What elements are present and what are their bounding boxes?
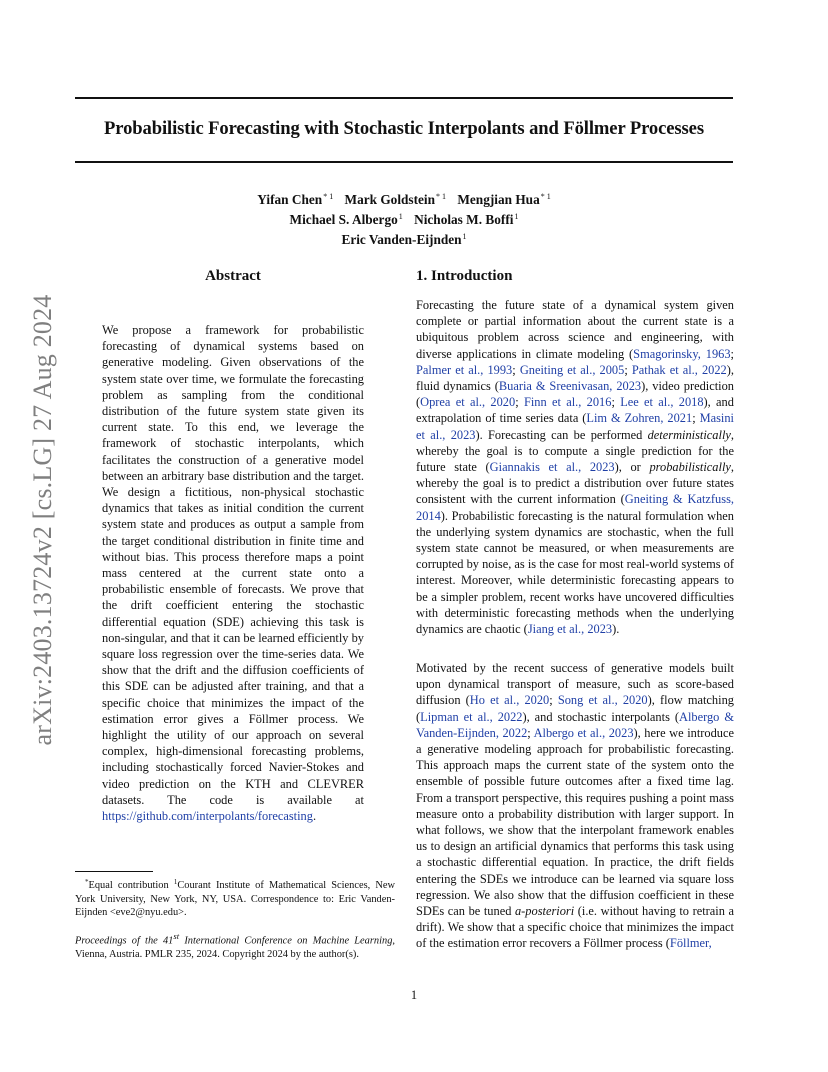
body-text: ), and extrapolation of time series data (: [416, 395, 734, 426]
author: Mark Goldstein$^{* 1}$: [344, 192, 447, 207]
body-text: ;: [549, 693, 558, 708]
intro-paragraph-2: [416, 660, 734, 952]
title-bottom-rule: [75, 161, 733, 163]
body-text: ), here we introduce a generative modeling approach for probabilistic forecasting. This approach maps the current state of the system onto the ensemble of possible future outcomes after a fixed time lag. From a transport perspective, this requires pushing a point mass measure onto a probability distribution with larger support. In what follows, we show that the interpolant framework enables us to design an artificial dynamics that performs this task using a stochastic differential equation. In practice, the drift fields entering the SDEs we introduce can be learned via square loss regression. We also show that the diffusion coefficient in these SDEs can be tuned: [416, 725, 734, 919]
body-text: (i.e. without having to retrain a drift). We show that a specific choice that minimizes the impact of the estimation error recovers a Föllmer process (: [416, 904, 734, 951]
author-row-1: [75, 188, 733, 208]
body-text: ).: [612, 622, 620, 637]
abstract-text: We propose a framework for probabilistic forecasting of dynamical systems based on generative modeling. Given observations of the system state over time, we formulate the forecasting problem as sampling from the conditional distribution of the future system state given its current state. To this end, we leverage the framework of stochastic interpolants, which facilitates the construction of a generative model between an arbitrary base distribution and the target. We design a fictitious, non-physical stochastic dynamics that takes as initial condition the current system state and produces as output a sample from the target conditional distribution in finite time and without bias. This process therefore maps a point mass centered at the current state onto a probabilistic ensemble of forecasts. We prove that the drift coefficient entering the stochastic differential equation (SDE) achieving this task is non-singular, and that it can be learned efficiently by square loss regression over the time-series data. We show that the drift and the diffusion coefficients of this SDE can be adjusted after training, and that a specific choice that minimizes the impact of the estimation error gives a Föllmer process. We highlight the utility of our approach on several complex, high-dimensional forecasting problems, including stochastically forced Navier-Stokes and video prediction on the KTH and CLEVRER datasets. The code is available at: [102, 323, 364, 807]
body-text: ;: [611, 395, 621, 410]
citation-link[interactable]: Ho et al., 2020: [469, 693, 550, 708]
body-text: ;: [515, 395, 524, 410]
paper-title: Probabilistic Forecasting with Stochastic Interpolants and Föllmer Processes: [104, 118, 704, 139]
citation-link[interactable]: Gneiting et al., 2005: [519, 362, 625, 377]
footnote-rule: [75, 871, 153, 872]
intro-heading: 1. Introduction: [416, 268, 513, 284]
intro-paragraph-1: [416, 297, 734, 637]
body-text: ), flow matching (: [416, 693, 734, 724]
body-text: Forecasting the future state of a dynamical system given complete or partial information about the current state is a ubiquitous problem across science and engineering, with diverse applications in climate modeling (: [416, 298, 734, 361]
page-number: 1: [410, 988, 418, 1002]
citation-link[interactable]: Albergo & Vanden-Eijnden, 2022: [416, 709, 734, 740]
author: Eric Vanden-Eijnden$^1$: [341, 232, 467, 247]
body-text: , whereby the goal is to predict a distribution over future states consistent with the current information (: [416, 460, 734, 507]
citation-link[interactable]: Gneiting & Katzfuss, 2014: [416, 492, 734, 523]
footnote: *Equal contribution $^1$Courant Institute of Mathematical Sciences, New York University, New York, NY, USA. Correspondence to: Eric Vanden-Eijnden <eve2@nyu.edu>.: [75, 878, 395, 918]
citation-link[interactable]: Föllmer,: [669, 936, 712, 951]
abstract-heading: Abstract: [205, 268, 261, 284]
citation-link[interactable]: Palmer et al., 1993: [416, 362, 513, 377]
citation-link[interactable]: Lee et al., 2018: [620, 395, 704, 410]
citation-link[interactable]: Lipman et al., 2022: [420, 709, 523, 724]
proceedings-note: Proceedings of the 41st International Conference on Machine Learning, Vienna, Austria. PMLR 235, 2024. Copyright 2024 by the author(s).: [75, 931, 395, 960]
body-text: ), fluid dynamics (: [416, 362, 734, 394]
author-row-3: [75, 228, 733, 248]
body-text: Motivated by the recent success of generative models built upon dynamical transport of measure, such as score-based diffusion (: [416, 661, 734, 708]
citation-link[interactable]: Albergo et al., 2023: [533, 725, 634, 740]
author: Yifan Chen$^{* 1}$: [257, 192, 334, 207]
body-text: ;: [512, 362, 520, 377]
emphasis-text: deterministically: [647, 427, 731, 442]
body-text: ;: [730, 346, 734, 361]
citation-link[interactable]: Lim & Zohren, 2021: [586, 411, 693, 426]
author: Mengjian Hua$^{* 1}$: [457, 192, 551, 207]
citation-link[interactable]: Oprea et al., 2020: [420, 395, 516, 410]
author-row-2: [75, 208, 733, 228]
author: Michael S. Albergo$^1$: [289, 212, 403, 227]
body-text: ). Forecasting can be performed: [475, 427, 648, 442]
body-text: ), video prediction (: [416, 379, 734, 410]
body-text: ;: [527, 725, 534, 740]
body-text: ), and stochastic interpolants (: [522, 709, 679, 724]
body-text: ;: [624, 362, 632, 377]
abstract-end: .: [312, 809, 317, 824]
body-text: ), or: [614, 460, 650, 475]
arxiv-stamp: arXiv:2403.13724v2 [cs.LG] 27 Aug 2024: [28, 294, 57, 746]
emphasis-text: probabilistically: [649, 460, 731, 475]
citation-link[interactable]: Jiang et al., 2023: [527, 622, 613, 637]
author-list: [75, 188, 733, 248]
emphasis-text: a-posteriori: [514, 904, 575, 919]
abstract-body: [102, 322, 364, 824]
citation-link[interactable]: Pathak et al., 2022: [631, 362, 727, 377]
code-link[interactable]: https://github.com/interpolants/forecasting: [102, 809, 313, 824]
citation-link[interactable]: Finn et al., 2016: [523, 395, 612, 410]
body-text: ). Probabilistic forecasting is the natural formulation when the underlying system dynamics are stochastic, when the full system state cannot be measured, or when measurements are corrupted by noise, as is the case for most real-world systems of interest. Moreover, while deterministic forecasting appears to be a simpler problem, recent works have uncovered difficulties with deterministic forecasting methods when the underlying dynamics are chaotic (: [416, 508, 734, 637]
citation-link[interactable]: Smagorinsky, 1963: [633, 346, 731, 361]
citation-link[interactable]: Buaria & Sreenivasan, 2023: [498, 379, 642, 394]
author: Nicholas M. Boffi$^1$: [414, 212, 519, 227]
body-text: , whereby the goal is to compute a single prediction for the future state (: [416, 427, 734, 475]
citation-link[interactable]: Giannakis et al., 2023: [489, 460, 615, 475]
citation-link[interactable]: Song et al., 2020: [557, 693, 648, 708]
top-rule: [75, 97, 733, 99]
body-text: ;: [692, 411, 700, 426]
citation-link[interactable]: Masini et al., 2023: [416, 411, 734, 442]
